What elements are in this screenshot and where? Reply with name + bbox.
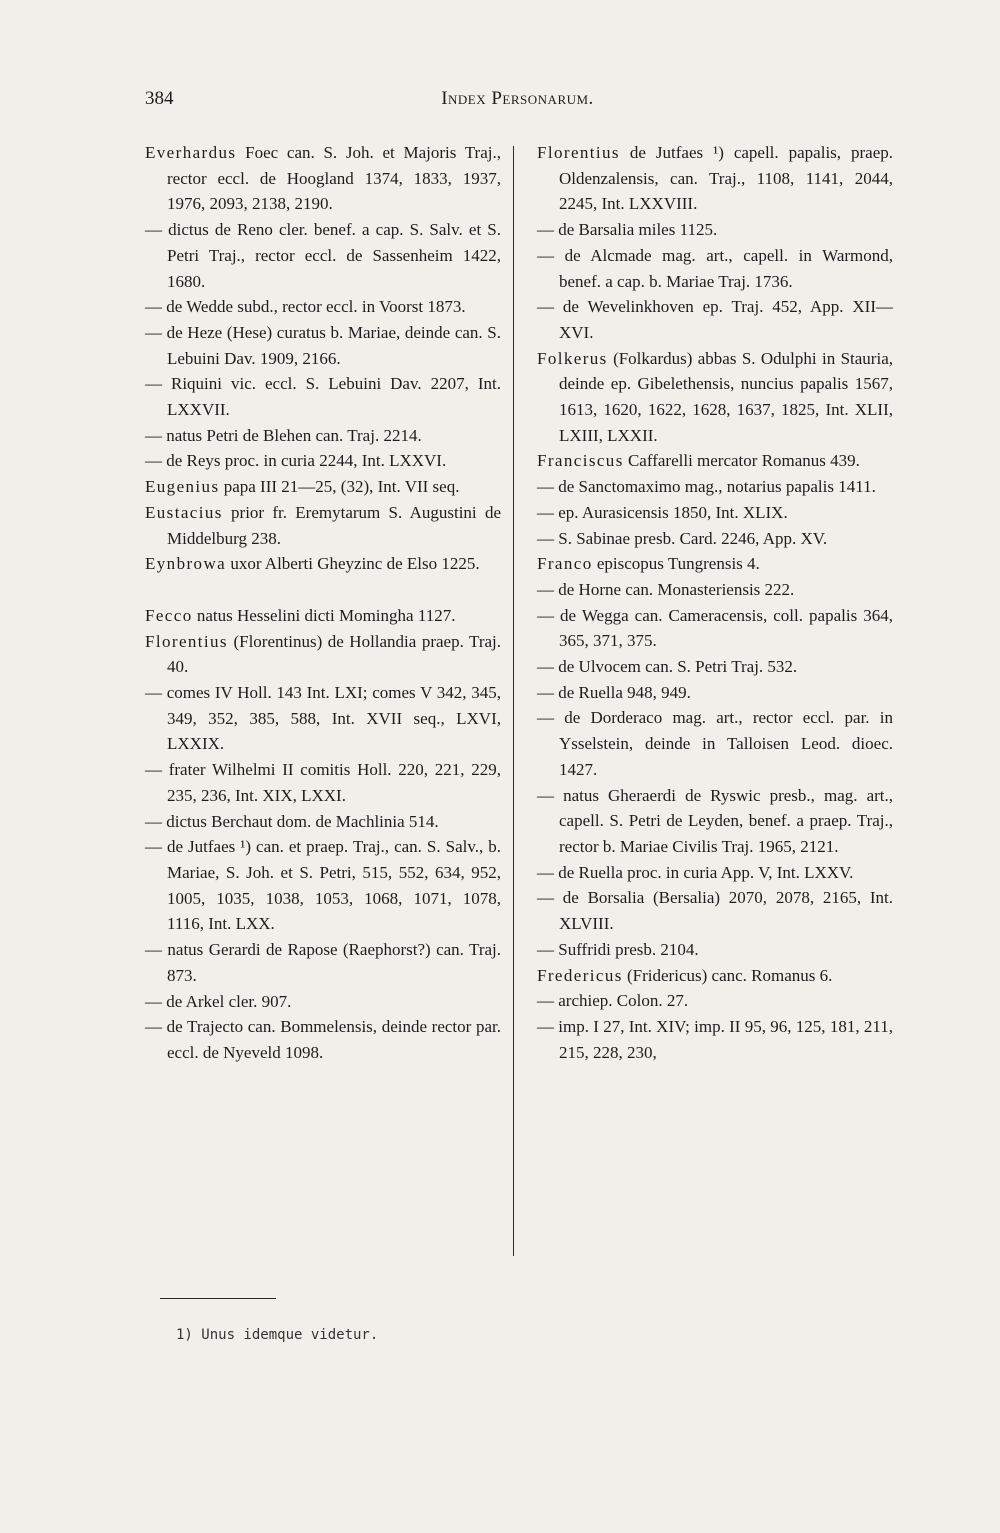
- entry-text: — ep. Aurasicensis 1850, Int. XLIX.: [537, 502, 788, 522]
- entry-headword: Eynbrowa: [145, 554, 227, 574]
- index-entry: [145, 474, 501, 500]
- entry-text: — de Wedde subd., rector eccl. in Voorst 1873.: [145, 297, 466, 317]
- entry-text: — de Arkel cler. 907.: [145, 991, 292, 1011]
- entry-headword: Fecco: [145, 605, 193, 625]
- entry-text: — natus Petri de Blehen can. Traj. 2214.: [145, 425, 422, 445]
- entry-text: (Fridericus) canc. Romanus 6.: [622, 965, 833, 985]
- entry-text: — comes IV Holl. 143 Int. LXI; comes V 342, 345, 349, 352, 385, 588, Int. XVII seq., LXVI, LXXIX.: [145, 683, 501, 754]
- entry-text: — de Dorderaco mag. art., rector eccl. par. in Ysselstein, deinde in Talloisen Leod. dioec. 1427.: [537, 708, 893, 779]
- index-entry: [537, 783, 893, 860]
- index-entry: [537, 500, 893, 526]
- index-entry: [537, 885, 893, 936]
- entry-text: Caffarelli mercator Romanus 439.: [623, 451, 860, 471]
- entry-text: — dictus de Reno cler. benef. a cap. S. Salv. et S. Petri Traj., rector eccl. de Sassenheim 1422, 1680.: [145, 220, 501, 291]
- entry-headword: Folkerus: [537, 348, 608, 368]
- entry-text: (Folkardus) abbas S. Odulphi in Stauria, deinde ep. Gibelethensis, nuncius papalis 1567, 1613, 1620, 1622, 1628, 1637, 1825, Int. XLII, LXIII, LXXII.: [559, 348, 893, 445]
- entry-text: — de Horne can. Monasteriensis 222.: [537, 579, 795, 599]
- entry-text: papa III 21—25, (32), Int. VII seq.: [219, 477, 460, 497]
- index-entry: [145, 500, 501, 551]
- index-entry: [145, 423, 501, 449]
- running-title: Index Personarum.: [441, 88, 594, 109]
- index-entry: [537, 988, 893, 1014]
- entry-text: — de Jutfaes ¹) can. et praep. Traj., can. S. Salv., b. Mariae, S. Joh. et S. Petri, 515, 552, 634, 952, 1005, 1035, 1038, 1053, 1068, 1071, 1078, 1116, Int. LXX.: [145, 837, 501, 934]
- entry-text: — de Ruella 948, 949.: [537, 682, 691, 702]
- column-divider: [513, 146, 514, 1256]
- entry-text: (Florentinus) de Hollandia praep. Traj. 40.: [167, 631, 501, 677]
- footnote-rule: [160, 1298, 276, 1299]
- index-entry: [145, 809, 501, 835]
- entry-text: Foec can. S. Joh. et Majoris Traj., rector eccl. de Hoogland 1374, 1833, 1937, 1976, 2093, 2138, 2190.: [167, 143, 501, 214]
- index-entry: [537, 448, 893, 474]
- index-entry: [145, 757, 501, 808]
- entry-text: — Suffridi presb. 2104.: [537, 939, 699, 959]
- entry-text: — de Ulvocem can. S. Petri Traj. 532.: [537, 657, 798, 677]
- entry-text: — natus Gheraerdi de Ryswic presb., mag. art., capell. S. Petri de Leyden, benef. a praep. Traj., rector b. Mariae Civilis Traj. 1965, 2121.: [537, 785, 893, 856]
- entry-text: — dictus Berchaut dom. de Machlinia 514.: [145, 811, 439, 831]
- entry-text: — frater Wilhelmi II comitis Holl. 220, 221, 229, 235, 236, Int. XIX, LXXI.: [145, 760, 501, 805]
- index-entry: [537, 860, 893, 886]
- index-entry: [145, 680, 501, 757]
- entry-headword: Franciscus: [537, 451, 624, 471]
- entry-text: — de Ruella proc. in curia App. V, Int. LXXV.: [537, 862, 854, 882]
- index-entry: [145, 140, 501, 217]
- index-entry: [537, 705, 893, 782]
- entry-headword: Fredericus: [537, 965, 623, 985]
- entry-headword: Florentius: [537, 143, 620, 162]
- index-entry: [537, 577, 893, 603]
- entry-text: — S. Sabinae presb. Card. 2246, App. XV.: [537, 528, 828, 548]
- entry-text: — de Wegga can. Cameracensis, coll. papalis 364, 365, 371, 375.: [537, 605, 893, 651]
- entry-text: — de Trajecto can. Bommelensis, deinde rector par. eccl. de Nyeveld 1098.: [145, 1017, 501, 1062]
- index-entry: [145, 320, 501, 371]
- index-entry: [145, 603, 501, 629]
- index-entry: [537, 654, 893, 680]
- entry-headword: Everhardus: [145, 143, 237, 162]
- index-entry: [537, 680, 893, 706]
- entry-text: — natus Gerardi de Rapose (Raephorst?) can. Traj. 873.: [145, 940, 501, 985]
- index-entry: [537, 294, 893, 345]
- entry-text: natus Hesselini dicti Momingha 1127.: [192, 605, 456, 625]
- index-entry: [537, 1014, 893, 1065]
- entry-text: — de Reys proc. in curia 2244, Int. LXXVI.: [145, 451, 447, 471]
- entry-text: — Riquini vic. eccl. S. Lebuini Dav. 2207, Int. LXXVII.: [145, 374, 501, 420]
- index-entry: [537, 963, 893, 989]
- footnote: 1) Unus idemque videtur.: [176, 1327, 379, 1343]
- entry-text: episcopus Tungrensis 4.: [592, 554, 760, 574]
- index-entry: [537, 937, 893, 963]
- entry-headword: Franco: [537, 554, 593, 574]
- index-entry: [145, 551, 501, 577]
- index-entry: [145, 294, 501, 320]
- index-entry: [145, 937, 501, 988]
- entry-headword: Eugenius: [145, 477, 220, 497]
- index-entry: [537, 551, 893, 577]
- index-entry: [537, 474, 893, 500]
- entry-text: — de Borsalia (Bersalia) 2070, 2078, 2165, Int. XLVIII.: [537, 888, 893, 934]
- entry-text: — de Alcmade mag. art., capell. in Warmond, benef. a cap. b. Mariae Traj. 1736.: [537, 245, 893, 291]
- index-entry: [145, 1014, 501, 1065]
- entry-text: — archiep. Colon. 27.: [537, 991, 689, 1011]
- entry-text: uxor Alberti Gheyzinc de Elso 1225.: [226, 554, 480, 574]
- entry-text: — de Heze (Hese) curatus b. Mariae, deinde can. S. Lebuini Dav. 1909, 2166.: [145, 322, 501, 368]
- page-number: 384: [145, 88, 174, 109]
- index-entry: [537, 140, 893, 217]
- index-entry: [537, 526, 893, 552]
- entry-headword: Eustacius: [145, 502, 223, 522]
- entry-text: — de Wevelinkhoven ep. Traj. 452, App. XII—XVI.: [537, 297, 893, 342]
- page-header: [145, 88, 890, 118]
- index-entry: [145, 629, 501, 680]
- index-entry: [537, 217, 893, 243]
- index-entry: [537, 346, 893, 449]
- entry-headword: Florentius: [145, 631, 228, 651]
- entry-text: de Jutfaes ¹) capell. papalis, praep. Oldenzalensis, can. Traj., 1108, 1141, 2044, 2245, Int. LXXVIII.: [559, 143, 893, 214]
- index-entry: [145, 217, 501, 294]
- entry-text: — de Barsalia miles 1125.: [537, 220, 718, 240]
- left-column: [145, 140, 501, 1066]
- entry-text: prior fr. Eremytarum S. Augustini de Middelburg 238.: [167, 502, 501, 548]
- entry-text: — imp. I 27, Int. XIV; imp. II 95, 96, 125, 181, 211, 215, 228, 230,: [537, 1016, 893, 1062]
- index-entry: [145, 834, 501, 937]
- right-column: [537, 140, 893, 1065]
- index-entry: [537, 243, 893, 294]
- index-entry: [145, 448, 501, 474]
- index-entry: [537, 603, 893, 654]
- entry-text: — de Sanctomaximo mag., notarius papalis 1411.: [537, 477, 876, 497]
- index-entry: [145, 371, 501, 422]
- index-entry: [145, 989, 501, 1015]
